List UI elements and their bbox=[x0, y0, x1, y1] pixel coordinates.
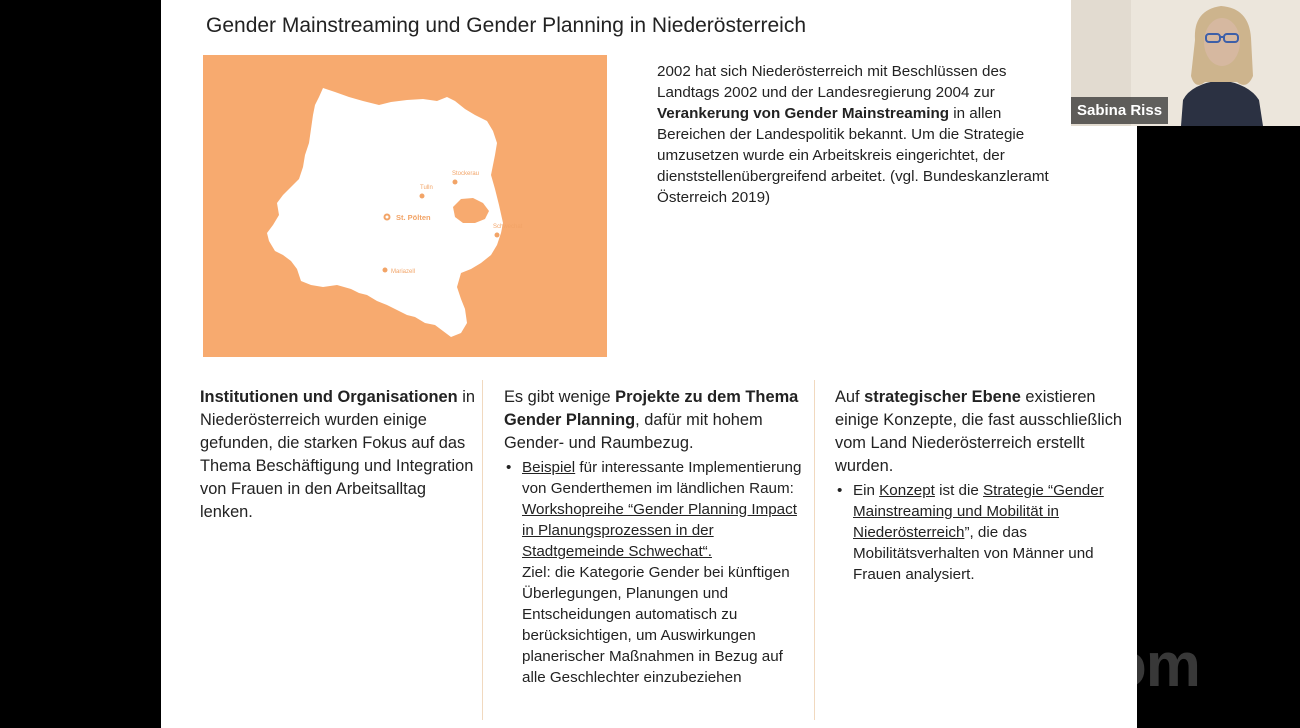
column-divider bbox=[482, 380, 483, 720]
map-label-st-poelten: St. Pölten bbox=[396, 213, 431, 222]
col3-bullet-post: ”, die das Mobilitätsverhalten von Männer und Frauen analysiert. bbox=[853, 524, 1094, 583]
beispiel-link[interactable]: Beispiel bbox=[522, 459, 576, 476]
col2-bold: Projekte zu dem Thema Gender Planning bbox=[504, 388, 799, 429]
map-label-tulln: Tulln bbox=[420, 185, 433, 191]
column-institutions bbox=[200, 386, 475, 524]
col1-bold: Institutionen und Organisationen bbox=[200, 388, 458, 406]
mariazell-dot bbox=[383, 268, 388, 273]
col3-lead bbox=[835, 386, 1130, 478]
col2-bullet-goal: Ziel: die Kategorie Gender bei künftigen Überlegungen, Planungen und Entscheidungen automatisch zu berücksichtigen, um Auswirkungen planerischer Maßnahmen in Bezug auf alle Geschlechter einzubeziehen bbox=[522, 564, 790, 686]
zoom-watermark: zoom bbox=[1042, 631, 1200, 700]
bullet-dot: • bbox=[837, 482, 843, 499]
col3-pre: Auf bbox=[835, 388, 865, 406]
intro-text-2: in allen Bereichen der Landespolitik bekannt. Um die Strategie umzusetzen wurde ein Arbeitskreis eingerichtet, der dienststellenübergreifend arbeitet. (vgl. Bundeskanzleramt Österreich 2019) bbox=[657, 105, 1049, 206]
strategie-link[interactable]: Strategie “Gender Mainstreaming und Mobilität in Niederösterreich bbox=[853, 482, 1104, 541]
col3-bold: strategischer Ebene bbox=[864, 388, 1021, 406]
bullet-dot: • bbox=[506, 459, 512, 476]
column-projects bbox=[504, 386, 804, 688]
col2-pre: Es gibt wenige bbox=[504, 388, 616, 406]
col2-lead bbox=[504, 386, 804, 455]
workshopreihe-link[interactable]: Workshopreihe “Gender Planning Impact in Planungsprozessen in der Stadtgemeinde Schwechat“. bbox=[522, 501, 797, 560]
participant-name-tag: Sabina Riss bbox=[1071, 97, 1168, 124]
column-strategy bbox=[835, 386, 1130, 585]
col2-bullet bbox=[504, 457, 804, 688]
stockerau-dot bbox=[453, 180, 458, 185]
lower-austria-map bbox=[203, 55, 607, 357]
tulln-dot bbox=[420, 194, 425, 199]
konzept-link[interactable]: Konzept bbox=[879, 482, 935, 499]
col3-bullet-pre: Ein bbox=[853, 482, 880, 499]
slide-title: Gender Mainstreaming und Gender Planning in Niederösterreich bbox=[206, 14, 806, 37]
column-divider bbox=[814, 380, 815, 720]
col2-post: , dafür mit hohem Gender- und Raumbezug. bbox=[504, 411, 763, 452]
map-label-mariazell: Mariazell bbox=[391, 269, 416, 275]
col3-bullet bbox=[835, 480, 1130, 585]
col3-post: existieren einige Konzepte, die fast ausschließlich vom Land Niederösterreich erstellt wurden. bbox=[835, 388, 1123, 475]
map-label-schwechat: Schwechat bbox=[493, 224, 523, 230]
intro-text-1: 2002 hat sich Niederösterreich mit Beschlüssen des Landtags 2002 und der Landesregierung 2004 zur bbox=[657, 63, 1007, 101]
intro-bold: Verankerung von Gender Mainstreaming bbox=[657, 105, 950, 122]
map-panel bbox=[203, 55, 607, 357]
col2-bullet-text: für interessante Implementierung von Genderthemen im ländlichen Raum: bbox=[522, 459, 802, 497]
schwechat-dot bbox=[495, 233, 500, 238]
presentation-slide bbox=[161, 0, 1137, 728]
intro-paragraph bbox=[657, 61, 1067, 208]
map-label-stockerau: Stockerau bbox=[452, 171, 480, 177]
col1-text: in Niederösterreich wurden einige gefunden, die starken Fokus auf das Thema Beschäftigung und Integration von Frauen in den Arbeitsalltag lenken. bbox=[200, 388, 476, 521]
col3-bullet-mid: ist die bbox=[934, 482, 984, 499]
